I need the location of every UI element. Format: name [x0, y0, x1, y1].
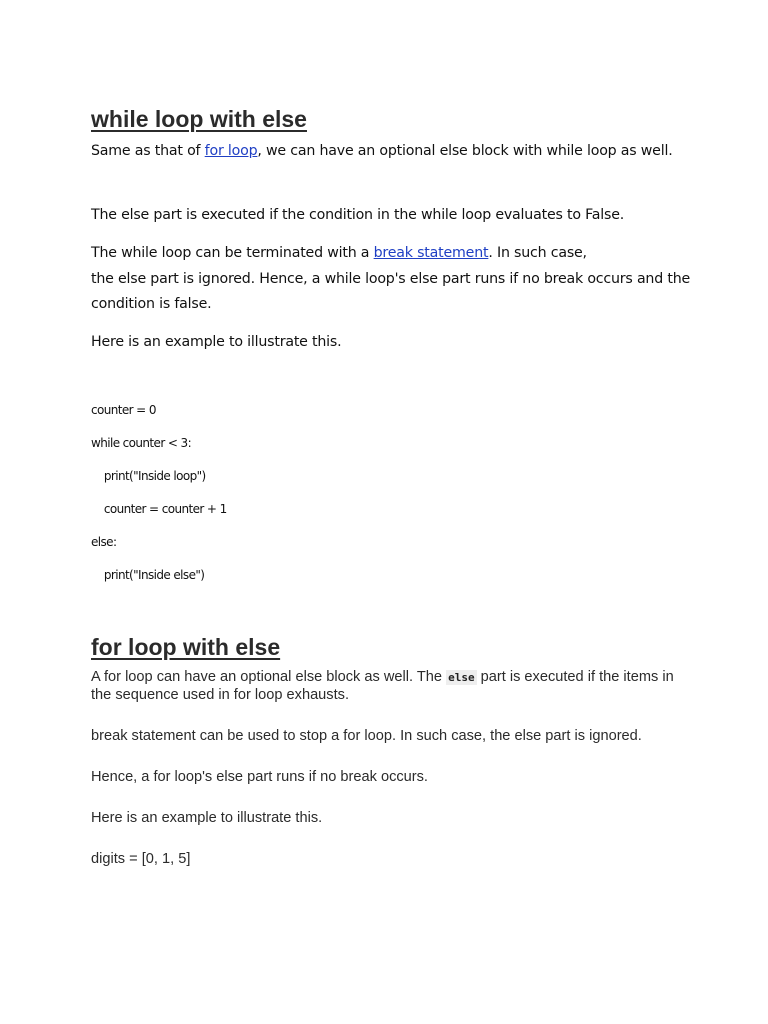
text-segment: A for loop can have an optional else block as well. The	[91, 669, 447, 685]
paragraph-while-break	[91, 241, 691, 318]
paragraph-while-else-condition: The else part is executed if the condition in the while loop evaluates to False.	[91, 207, 625, 223]
paragraph-while-example-intro: Here is an example to illustrate this.	[91, 334, 342, 350]
paragraph-for-break: break statement can be used to stop a for loop. In such case, the else part is ignored.	[91, 728, 642, 744]
paragraph-for-intro	[91, 669, 691, 704]
text-segment: the else part is ignored. Hence, a while loop's else part runs if no break occurs and the condition is false.	[91, 270, 691, 312]
link-for-loop[interactable]: for loop	[204, 143, 258, 159]
code-line: else:	[91, 535, 117, 549]
code-line: print("Inside loop")	[91, 469, 206, 483]
text-segment: The while loop can be terminated with a	[91, 245, 374, 261]
text-segment: part is executed if the items in the sequence used in for loop exhausts.	[91, 669, 674, 703]
text-segment: , we can have an optional else block with while loop as well.	[257, 143, 673, 159]
paragraph-while-intro	[91, 139, 691, 165]
link-break-statement[interactable]: break statement	[373, 245, 489, 261]
inline-code-else: else	[448, 671, 475, 684]
paragraph-for-else-runs: Hence, a for loop's else part runs if no break occurs.	[91, 769, 428, 785]
heading-while-loop-with-else: while loop with else	[91, 106, 307, 132]
text-segment: . In such case,	[488, 245, 587, 261]
code-line: counter = 0	[91, 403, 156, 417]
code-line: while counter < 3:	[91, 436, 192, 450]
code-line: counter = counter + 1	[91, 502, 227, 516]
paragraph-digits: digits = [0, 1, 5]	[91, 851, 191, 867]
paragraph-for-example-intro: Here is an example to illustrate this.	[91, 810, 323, 826]
code-line: print("Inside else")	[91, 568, 205, 582]
text-segment: Same as that of	[91, 143, 205, 159]
heading-for-loop-with-else: for loop with else	[91, 634, 281, 660]
